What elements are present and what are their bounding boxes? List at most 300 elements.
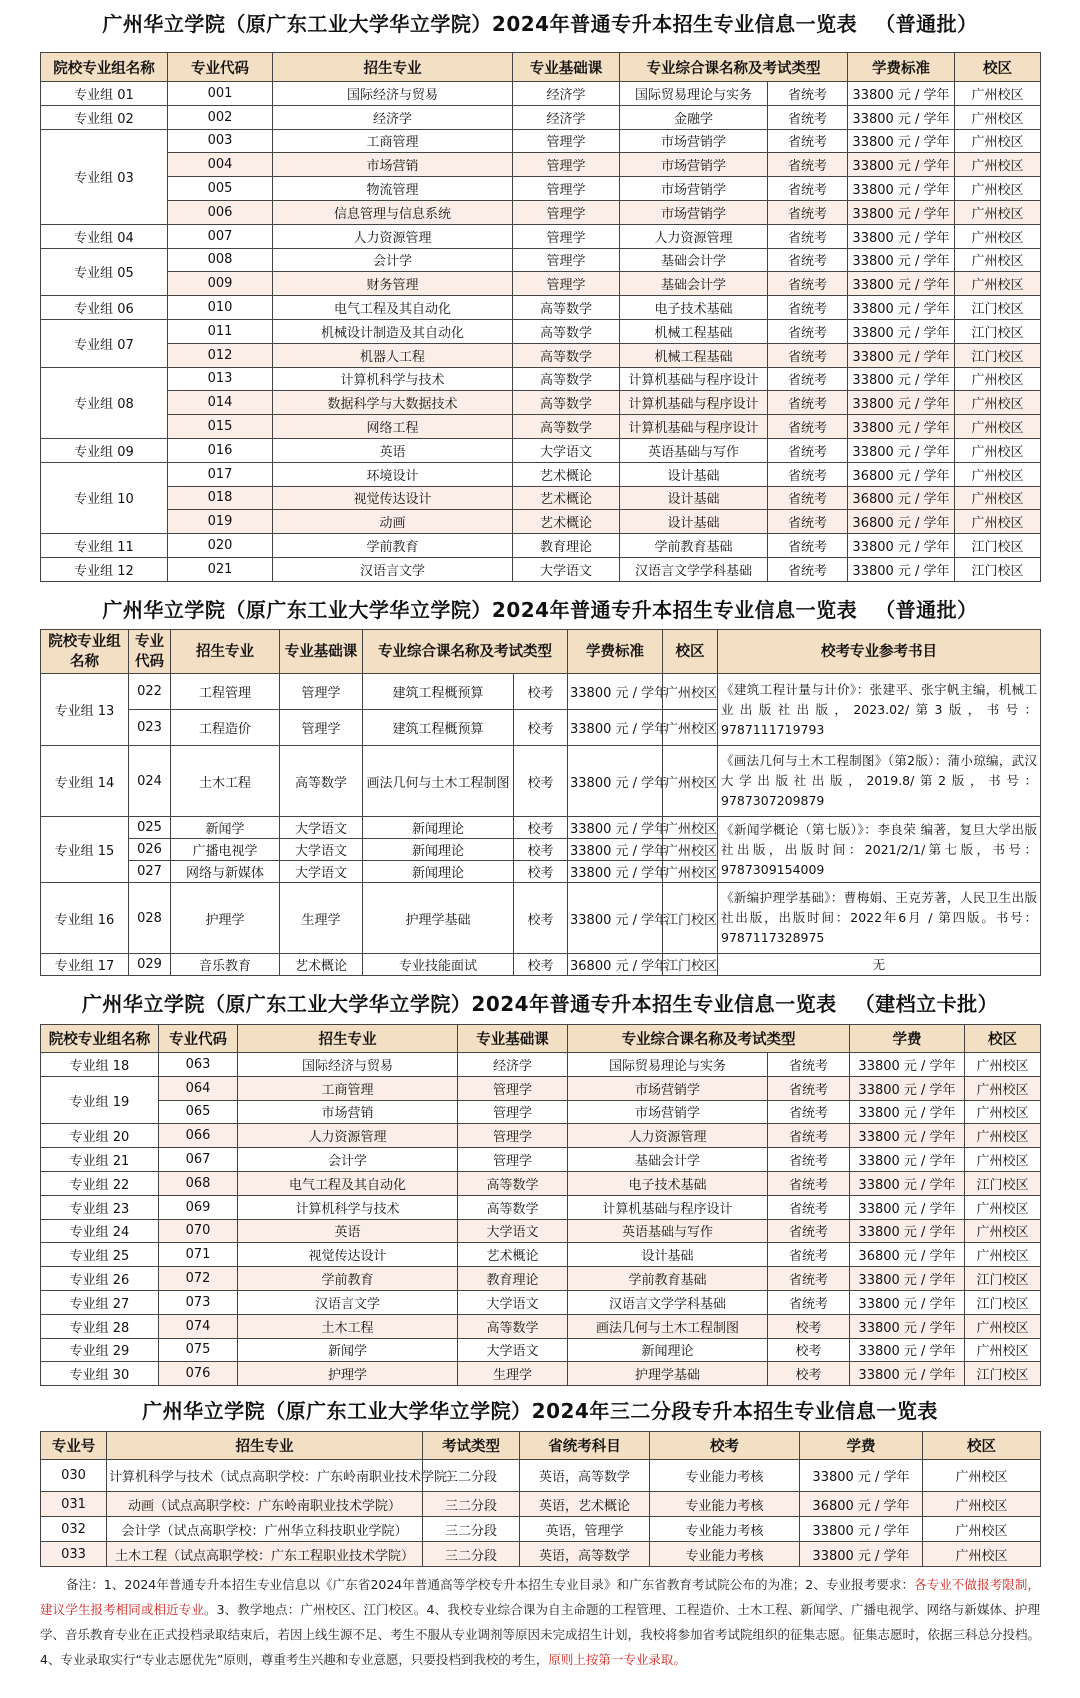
code-cell: 031 <box>41 1492 107 1517</box>
table-row <box>41 1243 1041 1267</box>
comp-course-cell: 计算机基础与程序设计 <box>620 367 768 391</box>
exam-type-cell: 省统考 <box>768 367 848 391</box>
exam-type-cell: 省统考 <box>768 557 848 581</box>
campus-cell: 广州校区 <box>955 272 1041 296</box>
base-course-cell: 高等数学 <box>513 319 620 343</box>
code-cell: 010 <box>168 296 273 320</box>
exam-type-cell: 省统考 <box>768 1290 850 1314</box>
table-row <box>41 486 1041 510</box>
code-cell: 063 <box>159 1053 238 1077</box>
school-exam-cell: 专业能力考核 <box>650 1460 800 1492</box>
table-row <box>41 1492 1041 1517</box>
exam-type-cell: 省统考 <box>768 510 848 534</box>
major-cell: 会计学（试点高职学校：广州华立科技职业学院） <box>107 1517 423 1542</box>
table-row <box>41 1148 1041 1172</box>
campus-cell: 江门校区 <box>965 1290 1041 1314</box>
group-name-cell: 专业组 21 <box>41 1148 159 1172</box>
exam-type-cell: 校考 <box>514 674 568 710</box>
exam-type-cell: 省统考 <box>768 486 848 510</box>
table3-title: 广州华立学院（原广东工业大学华立学院）2024年普通专升本招生专业信息一览表 （建档立卡批） <box>81 992 999 1016</box>
major-cell: 网络与新媒体 <box>171 861 280 883</box>
code-cell: 075 <box>159 1338 238 1362</box>
major-cell: 计算机科学与技术 <box>273 367 513 391</box>
group-name-cell: 专业组 10 <box>41 462 168 533</box>
comp-course-cell: 市场营销学 <box>568 1100 768 1124</box>
campus-cell: 广州校区 <box>965 1195 1041 1219</box>
table-row <box>41 1219 1041 1243</box>
campus-cell: 广州校区 <box>965 1100 1041 1124</box>
exam-type-cell: 省统考 <box>768 1243 850 1267</box>
table-row <box>41 248 1041 272</box>
code-cell: 006 <box>168 200 273 224</box>
table-row <box>41 1267 1041 1291</box>
notes-highlight-1: 各专业不做报考限制，建议学生报考相同或相近专业 <box>40 1577 1040 1617</box>
base-course-cell: 管理学 <box>458 1148 568 1172</box>
table-row <box>41 1542 1041 1567</box>
tuition-cell: 33800 元 / 学年 <box>850 1148 965 1172</box>
table1 <box>40 52 1041 582</box>
major-cell: 护理学 <box>171 883 280 954</box>
tuition-cell: 33800 元 / 学年 <box>850 1076 965 1100</box>
code-cell: 027 <box>129 861 171 883</box>
tuition-cell: 36800 元 / 学年 <box>568 954 663 976</box>
base-course-cell: 管理学 <box>458 1100 568 1124</box>
base-course-cell: 高等数学 <box>513 415 620 439</box>
major-cell: 工程管理 <box>171 674 280 710</box>
table-row <box>41 1338 1041 1362</box>
campus-cell: 广州校区 <box>663 817 718 839</box>
comp-course-cell: 金融学 <box>620 105 768 129</box>
base-course-cell: 大学语文 <box>280 817 363 839</box>
table-row <box>41 462 1041 486</box>
table-row <box>41 534 1041 558</box>
major-cell: 数据科学与大数据技术 <box>273 391 513 415</box>
code-cell: 014 <box>168 391 273 415</box>
tuition-cell: 33800 元 / 学年 <box>850 1195 965 1219</box>
campus-cell: 广州校区 <box>663 746 718 817</box>
table-row <box>41 296 1041 320</box>
code-cell: 020 <box>168 534 273 558</box>
campus-cell: 江门校区 <box>663 883 718 954</box>
exam-type-cell: 省统考 <box>768 82 848 106</box>
subjects-cell: 英语，艺术概论 <box>520 1492 650 1517</box>
tuition-cell: 33800 元 / 学年 <box>850 1290 965 1314</box>
comp-course-cell: 新闻理论 <box>363 861 514 883</box>
exam-type-cell: 省统考 <box>768 415 848 439</box>
base-course-cell: 高等数学 <box>513 296 620 320</box>
code-cell: 069 <box>159 1195 238 1219</box>
reference-book-cell: 《画法几何与土木工程制图》（第2版）：蒲小琼编，武汉大学出版社出版，2019.8/第2版，书号：9787307209879 <box>718 746 1041 817</box>
comp-course-cell: 计算机基础与程序设计 <box>620 391 768 415</box>
comp-course-cell: 电子技术基础 <box>620 296 768 320</box>
comp-course-cell: 设计基础 <box>620 510 768 534</box>
group-name-cell: 专业组 07 <box>41 319 168 367</box>
group-name-cell: 专业组 28 <box>41 1314 159 1338</box>
campus-cell: 广州校区 <box>955 462 1041 486</box>
campus-cell: 江门校区 <box>955 534 1041 558</box>
base-course-cell: 管理学 <box>458 1076 568 1100</box>
comp-course-cell: 人力资源管理 <box>620 224 768 248</box>
exam-type-cell: 省统考 <box>768 343 848 367</box>
code-cell: 074 <box>159 1314 238 1338</box>
campus-cell: 广州校区 <box>663 839 718 861</box>
campus-cell: 广州校区 <box>955 510 1041 534</box>
base-course-cell: 教育理论 <box>513 534 620 558</box>
base-course-cell: 生理学 <box>280 883 363 954</box>
major-cell: 汉语言文学 <box>273 557 513 581</box>
table-row <box>41 129 1041 153</box>
code-cell: 022 <box>129 674 171 710</box>
major-cell: 土木工程 <box>171 746 280 817</box>
tuition-cell: 33800 元 / 学年 <box>848 415 955 439</box>
base-course-cell: 大学语文 <box>513 438 620 462</box>
exam-type-cell: 省统考 <box>768 129 848 153</box>
tuition-cell: 33800 元 / 学年 <box>568 861 663 883</box>
exam-type-cell: 省统考 <box>768 1219 850 1243</box>
table-row <box>41 557 1041 581</box>
campus-cell: 广州校区 <box>965 1124 1041 1148</box>
comp-course-cell: 市场营销学 <box>620 129 768 153</box>
exam-type-cell: 校考 <box>514 817 568 839</box>
table-row <box>41 746 1041 817</box>
code-cell: 073 <box>159 1290 238 1314</box>
group-name-cell: 专业组 15 <box>41 817 129 883</box>
tuition-cell: 33800 元 / 学年 <box>848 557 955 581</box>
tuition-cell: 33800 元 / 学年 <box>848 129 955 153</box>
major-cell: 工程造价 <box>171 710 280 746</box>
tuition-cell: 33800 元 / 学年 <box>848 248 955 272</box>
table-row <box>41 177 1041 201</box>
base-course-cell: 生理学 <box>458 1362 568 1386</box>
subjects-cell: 英语，高等数学 <box>520 1542 650 1567</box>
code-cell: 065 <box>159 1100 238 1124</box>
major-cell: 网络工程 <box>273 415 513 439</box>
code-cell: 008 <box>168 248 273 272</box>
base-course-cell: 管理学 <box>458 1124 568 1148</box>
tuition-cell: 33800 元 / 学年 <box>850 1100 965 1124</box>
code-cell: 066 <box>159 1124 238 1148</box>
group-name-cell: 专业组 09 <box>41 438 168 462</box>
group-name-cell: 专业组 16 <box>41 883 129 954</box>
base-course-cell: 艺术概论 <box>513 462 620 486</box>
major-cell: 市场营销 <box>238 1100 458 1124</box>
code-cell: 064 <box>159 1076 238 1100</box>
table4-body <box>41 1460 1041 1567</box>
base-course-cell: 教育理论 <box>458 1267 568 1291</box>
campus-cell: 广州校区 <box>663 674 718 710</box>
major-cell: 工商管理 <box>273 129 513 153</box>
table3-header: 院校专业组名称 专业代码 招生专业 专业基础课 专业综合课名称及考试类型 学费 校区 <box>41 1025 1041 1053</box>
tuition-cell: 33800 元 / 学年 <box>848 272 955 296</box>
comp-course-cell: 汉语言文学学科基础 <box>568 1290 768 1314</box>
tuition-cell: 36800 元 / 学年 <box>800 1492 923 1517</box>
comp-course-cell: 护理学基础 <box>363 883 514 954</box>
tuition-cell: 33800 元 / 学年 <box>850 1053 965 1077</box>
comp-course-cell: 学前教育基础 <box>568 1267 768 1291</box>
table-row <box>41 1076 1041 1100</box>
table-row <box>41 1290 1041 1314</box>
major-cell: 工商管理 <box>238 1076 458 1100</box>
comp-course-cell: 画法几何与土木工程制图 <box>363 746 514 817</box>
tuition-cell: 33800 元 / 学年 <box>848 153 955 177</box>
table3-body <box>41 1053 1041 1386</box>
code-cell: 007 <box>168 224 273 248</box>
table-row <box>41 367 1041 391</box>
table1-title: 广州华立学院（原广东工业大学华立学院）2024年普通专升本招生专业信息一览表 （普通批） <box>102 12 978 36</box>
campus-cell: 广州校区 <box>965 1338 1041 1362</box>
table-row <box>41 438 1041 462</box>
major-cell: 汉语言文学 <box>238 1290 458 1314</box>
table-row <box>41 1517 1041 1542</box>
base-course-cell: 艺术概论 <box>280 954 363 976</box>
tuition-cell: 33800 元 / 学年 <box>850 1124 965 1148</box>
code-cell: 017 <box>168 462 273 486</box>
group-name-cell: 专业组 18 <box>41 1053 159 1077</box>
campus-cell: 广州校区 <box>955 367 1041 391</box>
major-cell: 音乐教育 <box>171 954 280 976</box>
comp-course-cell: 市场营销学 <box>620 200 768 224</box>
tuition-cell: 33800 元 / 学年 <box>568 883 663 954</box>
tuition-cell: 36800 元 / 学年 <box>848 462 955 486</box>
tuition-cell: 33800 元 / 学年 <box>568 746 663 817</box>
group-name-cell: 专业组 13 <box>41 674 129 746</box>
campus-cell: 广州校区 <box>955 248 1041 272</box>
group-name-cell: 专业组 29 <box>41 1338 159 1362</box>
tuition-cell: 33800 元 / 学年 <box>568 710 663 746</box>
table-row <box>41 510 1041 534</box>
exam-type-cell: 校考 <box>514 710 568 746</box>
comp-course-cell: 英语基础与写作 <box>620 438 768 462</box>
campus-cell: 广州校区 <box>955 153 1041 177</box>
group-name-cell: 专业组 05 <box>41 248 168 296</box>
exam-type-cell: 省统考 <box>768 1267 850 1291</box>
table-row <box>41 1124 1041 1148</box>
campus-cell: 江门校区 <box>955 557 1041 581</box>
exam-type-cell: 省统考 <box>768 1171 850 1195</box>
base-course-cell: 艺术概论 <box>513 510 620 534</box>
tuition-cell: 33800 元 / 学年 <box>850 1362 965 1386</box>
major-cell: 会计学 <box>273 248 513 272</box>
major-cell: 视觉传达设计 <box>238 1243 458 1267</box>
exam-type-cell: 校考 <box>768 1338 850 1362</box>
major-cell: 电气工程及其自动化 <box>273 296 513 320</box>
table-row <box>41 1171 1041 1195</box>
base-course-cell: 高等数学 <box>458 1314 568 1338</box>
exam-type-cell: 校考 <box>514 954 568 976</box>
code-cell: 024 <box>129 746 171 817</box>
exam-type-cell: 省统考 <box>768 438 848 462</box>
base-course-cell: 经济学 <box>513 82 620 106</box>
reference-book-cell: 《建筑工程计量与计价》：张建平、张宇帆主编，机械工业出版社出版，2023.02/第3版，书号：9787111719793 <box>718 674 1041 746</box>
major-cell: 新闻学 <box>238 1338 458 1362</box>
tuition-cell: 33800 元 / 学年 <box>848 82 955 106</box>
group-name-cell: 专业组 08 <box>41 367 168 438</box>
major-cell: 财务管理 <box>273 272 513 296</box>
exam-type-cell: 省统考 <box>768 391 848 415</box>
table2-body <box>41 674 1041 976</box>
major-cell: 电气工程及其自动化 <box>238 1171 458 1195</box>
subjects-cell: 英语，管理学 <box>520 1517 650 1542</box>
campus-cell: 广州校区 <box>965 1219 1041 1243</box>
base-course-cell: 大学语文 <box>458 1290 568 1314</box>
base-course-cell: 管理学 <box>280 710 363 746</box>
table-row <box>41 1053 1041 1077</box>
exam-type-cell: 三二分段 <box>423 1492 520 1517</box>
tuition-cell: 33800 元 / 学年 <box>850 1219 965 1243</box>
base-course-cell: 高等数学 <box>458 1195 568 1219</box>
comp-course-cell: 计算机基础与程序设计 <box>620 415 768 439</box>
tuition-cell: 33800 元 / 学年 <box>848 319 955 343</box>
code-cell: 029 <box>129 954 171 976</box>
exam-type-cell: 省统考 <box>768 462 848 486</box>
major-cell: 计算机科学与技术 <box>238 1195 458 1219</box>
exam-type-cell: 省统考 <box>768 1053 850 1077</box>
tuition-cell: 36800 元 / 学年 <box>848 510 955 534</box>
comp-course-cell: 基础会计学 <box>620 248 768 272</box>
reference-book-cell: 无 <box>718 954 1041 976</box>
group-name-cell: 专业组 25 <box>41 1243 159 1267</box>
exam-type-cell: 省统考 <box>768 1148 850 1172</box>
major-cell: 学前教育 <box>273 534 513 558</box>
base-course-cell: 管理学 <box>513 248 620 272</box>
major-cell: 动画 <box>273 510 513 534</box>
tuition-cell: 33800 元 / 学年 <box>848 200 955 224</box>
tuition-cell: 33800 元 / 学年 <box>850 1171 965 1195</box>
exam-type-cell: 校考 <box>768 1362 850 1386</box>
table-row <box>41 272 1041 296</box>
major-cell: 市场营销 <box>273 153 513 177</box>
campus-cell: 广州校区 <box>663 710 718 746</box>
comp-course-cell: 新闻理论 <box>568 1338 768 1362</box>
tuition-cell: 36800 元 / 学年 <box>850 1243 965 1267</box>
table-row <box>41 82 1041 106</box>
campus-cell: 广州校区 <box>965 1314 1041 1338</box>
campus-cell: 江门校区 <box>663 954 718 976</box>
group-name-cell: 专业组 30 <box>41 1362 159 1386</box>
comp-course-cell: 新闻理论 <box>363 817 514 839</box>
exam-type-cell: 校考 <box>514 883 568 954</box>
campus-cell: 广州校区 <box>955 200 1041 224</box>
code-cell: 023 <box>129 710 171 746</box>
exam-type-cell: 省统考 <box>768 534 848 558</box>
campus-cell: 江门校区 <box>965 1267 1041 1291</box>
exam-type-cell: 省统考 <box>768 177 848 201</box>
code-cell: 018 <box>168 486 273 510</box>
comp-course-cell: 设计基础 <box>620 486 768 510</box>
comp-course-cell: 护理学基础 <box>568 1362 768 1386</box>
exam-type-cell: 省统考 <box>768 319 848 343</box>
major-cell: 视觉传达设计 <box>273 486 513 510</box>
group-name-cell: 专业组 17 <box>41 954 129 976</box>
code-cell: 068 <box>159 1171 238 1195</box>
group-name-cell: 专业组 27 <box>41 1290 159 1314</box>
campus-cell: 广州校区 <box>955 82 1041 106</box>
campus-cell: 广州校区 <box>965 1053 1041 1077</box>
notes: 备注：1、2024年普通专升本招生专业信息以《广东省2024年普通高等学校专升本招生专业目录》和广东省教育考试院公布的为准；2、专业报考要求：各专业不做报考限制，建议学生报考相同或相近专业。3、教学地点：广州校区、江门校区。4、我校专业综合课为自主命题的工程管理、工程造价、土木工程、新闻学、广播电视学、网络与新媒体、护理学、音乐教育专业在正式投档录取结束后，若因上线生源不足、考生不服从专业调剂等原因未完成招生计划，我校将参加省考试院组织的征集志愿。征集志愿时，依据三科总分投档。4、专业录取实行“专业志愿优先”原则，尊重考生兴趣和专业意愿，只要投档到我校的考生，原则上按第一专业录取。 <box>40 1577 1041 1667</box>
exam-type-cell: 省统考 <box>768 1100 850 1124</box>
exam-type-cell: 校考 <box>768 1314 850 1338</box>
base-course-cell: 高等数学 <box>280 746 363 817</box>
table1-body <box>41 82 1041 582</box>
group-name-cell: 专业组 01 <box>41 82 168 106</box>
group-name-cell: 专业组 11 <box>41 534 168 558</box>
base-course-cell: 高等数学 <box>458 1171 568 1195</box>
table1-header: 院校专业组名称 专业代码 招生专业 专业基础课 专业综合课名称及考试类型 学费标准 校区 <box>41 53 1041 82</box>
code-cell: 015 <box>168 415 273 439</box>
table-row <box>41 105 1041 129</box>
comp-course-cell: 市场营销学 <box>568 1076 768 1100</box>
group-name-cell: 专业组 23 <box>41 1195 159 1219</box>
table2-title: 广州华立学院（原广东工业大学华立学院）2024年普通专升本招生专业信息一览表 （普通批） <box>102 598 978 622</box>
school-exam-cell: 专业能力考核 <box>650 1492 800 1517</box>
tuition-cell: 33800 元 / 学年 <box>568 817 663 839</box>
campus-cell: 广州校区 <box>955 486 1041 510</box>
exam-type-cell: 三二分段 <box>423 1517 520 1542</box>
code-cell: 033 <box>41 1542 107 1567</box>
base-course-cell: 高等数学 <box>513 391 620 415</box>
code-cell: 011 <box>168 319 273 343</box>
table-row <box>41 1314 1041 1338</box>
tuition-cell: 33800 元 / 学年 <box>848 296 955 320</box>
tuition-cell: 33800 元 / 学年 <box>850 1338 965 1362</box>
table2-header: 院校专业组名称 专业代码 招生专业 专业基础课 专业综合课名称及考试类型 学费标准 校区 校考专业参考书目 <box>41 630 1041 674</box>
table-row <box>41 224 1041 248</box>
major-cell: 国际经济与贸易 <box>238 1053 458 1077</box>
exam-type-cell: 三二分段 <box>423 1542 520 1567</box>
comp-course-cell: 专业技能面试 <box>363 954 514 976</box>
code-cell: 028 <box>129 883 171 954</box>
code-cell: 021 <box>168 557 273 581</box>
tuition-cell: 33800 元 / 学年 <box>568 674 663 710</box>
comp-course-cell: 设计基础 <box>620 462 768 486</box>
campus-cell: 江门校区 <box>965 1362 1041 1386</box>
base-course-cell: 大学语文 <box>280 861 363 883</box>
table-row <box>41 1100 1041 1124</box>
major-cell: 动画（试点高职学校：广东岭南职业技术学院） <box>107 1492 423 1517</box>
comp-course-cell: 国际贸易理论与实务 <box>620 82 768 106</box>
comp-course-cell: 计算机基础与程序设计 <box>568 1195 768 1219</box>
comp-course-cell: 市场营销学 <box>620 153 768 177</box>
campus-cell: 江门校区 <box>955 296 1041 320</box>
comp-course-cell: 学前教育基础 <box>620 534 768 558</box>
group-name-cell: 专业组 02 <box>41 105 168 129</box>
table4 <box>40 1431 1041 1567</box>
tuition-cell: 33800 元 / 学年 <box>800 1517 923 1542</box>
code-cell: 016 <box>168 438 273 462</box>
comp-course-cell: 建筑工程概预算 <box>363 674 514 710</box>
campus-cell: 广州校区 <box>663 861 718 883</box>
comp-course-cell: 汉语言文学学科基础 <box>620 557 768 581</box>
exam-type-cell: 省统考 <box>768 200 848 224</box>
table-row <box>41 1195 1041 1219</box>
table2 <box>40 629 1041 976</box>
exam-type-cell: 省统考 <box>768 153 848 177</box>
code-cell: 076 <box>159 1362 238 1386</box>
tuition-cell: 33800 元 / 学年 <box>848 534 955 558</box>
major-cell: 土木工程（试点高职学校：广东工程职业技术学院） <box>107 1542 423 1567</box>
campus-cell: 广州校区 <box>955 129 1041 153</box>
tuition-cell: 33800 元 / 学年 <box>848 391 955 415</box>
comp-course-cell: 建筑工程概预算 <box>363 710 514 746</box>
campus-cell: 广州校区 <box>955 177 1041 201</box>
major-cell: 机器人工程 <box>273 343 513 367</box>
base-course-cell: 管理学 <box>513 129 620 153</box>
code-cell: 002 <box>168 105 273 129</box>
table-row <box>41 415 1041 439</box>
comp-course-cell: 基础会计学 <box>620 272 768 296</box>
group-name-cell: 专业组 19 <box>41 1076 159 1124</box>
table-row <box>41 883 1041 954</box>
